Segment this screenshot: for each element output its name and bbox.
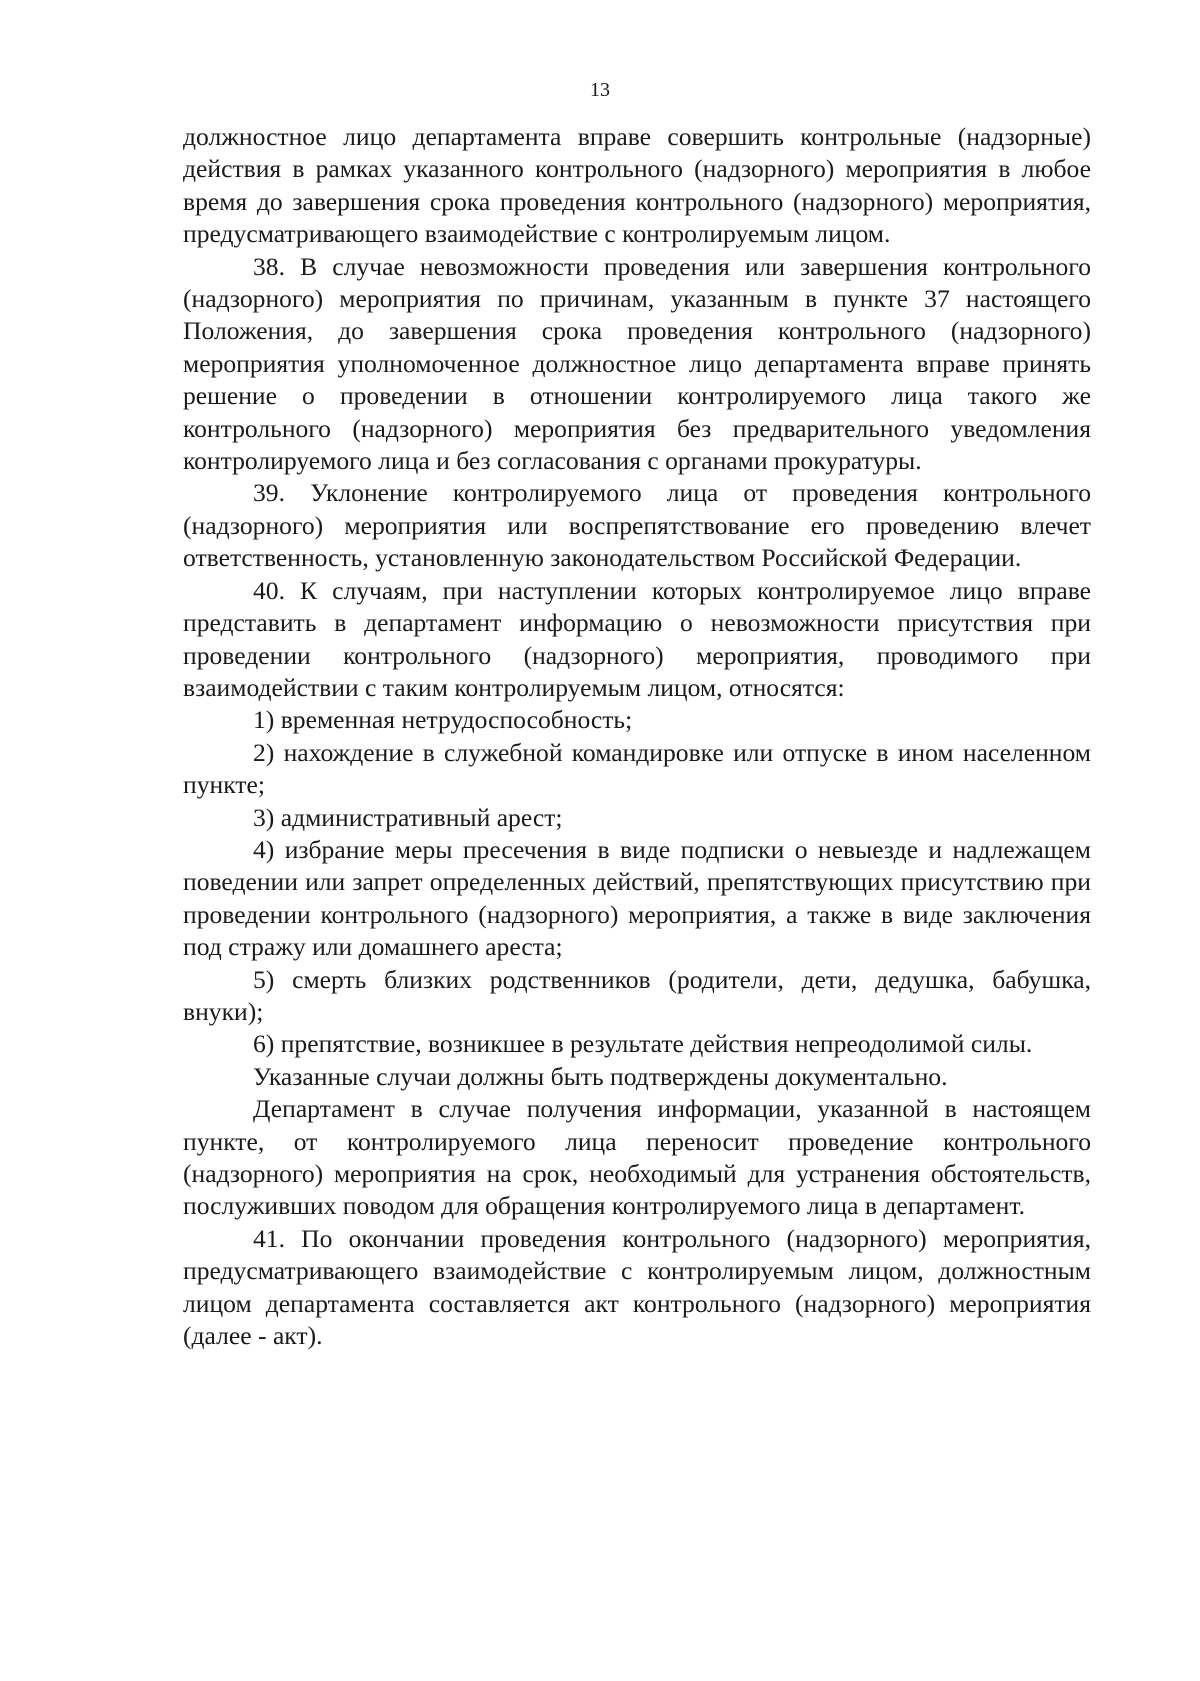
paragraph-38: 38. В случае невозможности проведения или завершения контрольного (надзорного) мероприятия по причинам, указанным в пункте 37 настоящего Положения, до завершения срока проведения контрольного (надзорного) мероприятия уполномоченное должностное лицо департамента вправе принять решение о проведении в отношении контролируемого лица такого же контрольного (надзорного) мероприятия без предварительного уведомления контролируемого лица и без согласования с органами прокуратуры. (183, 251, 1091, 476)
paragraph-documented: Указанные случаи должны быть подтверждены документально. (253, 1061, 948, 1091)
paragraph-postponement: Департамент в случае получения информации, указанной в настоящем пункте, от контролируемого лица переносит проведение контрольного (надзорного) мероприятия на срок, необходимый для устранения обстоятельств, послуживших поводом для обращения контролируемого лица в департамент. (183, 1094, 1091, 1221)
paragraph-39: 39. Уклонение контролируемого лица от проведения контрольного (надзорного) мероприятия или воспрепятствование его проведению влечет ответственность, установленную законодательством Российской Федерации. (183, 478, 1091, 573)
list-item-2: 2) нахождение в служебной командировке или отпуске в ином населенном пункте; (183, 737, 1091, 800)
list-item-1: 1) временная нетрудоспособность; (253, 705, 633, 735)
paragraph-continuation: должностное лицо департамента вправе совершить контрольные (надзорные) действия в рамках указанного контрольного (надзорного) мероприятия в любое время до завершения срока проведения контрольного (надзорного) мероприятия, предусматривающего взаимодействие с контролируемым лицом. (183, 122, 1091, 249)
list-item-4: 4) избрание меры пресечения в виде подписки о невыезде и надлежащем поведении или запрет определенных действий, препятствующих присутствию при проведении контрольного (надзорного) мероприятия, а также в виде заключения под стражу или домашнего ареста; (183, 834, 1091, 962)
list-item-6: 6) препятствие, возникшее в результате действия непреодолимой силы. (253, 1029, 1033, 1059)
page-number: 13 (590, 79, 610, 101)
document-body (183, 121, 1091, 1352)
paragraph-40: 40. К случаям, при наступлении которых контролируемое лицо вправе представить в департамент информацию о невозможности присутствия при проведении контрольного (надзорного) мероприятия, проводимого при взаимодействии с таким контролируемым лицом, относятся: (183, 575, 1091, 702)
list-item-3: 3) административный арест; (253, 802, 563, 832)
paragraph-41: 41. По окончании проведения контрольного (надзорного) мероприятия, предусматривающего взаимодействие с контролируемым лицом, должностным лицом департамента составляется акт контрольного (надзорного) мероприятия (далее - акт). (183, 1223, 1091, 1351)
list-item-5: 5) смерть близких родственников (родители, дети, дедушка, бабушка, внуки); (183, 964, 1091, 1026)
